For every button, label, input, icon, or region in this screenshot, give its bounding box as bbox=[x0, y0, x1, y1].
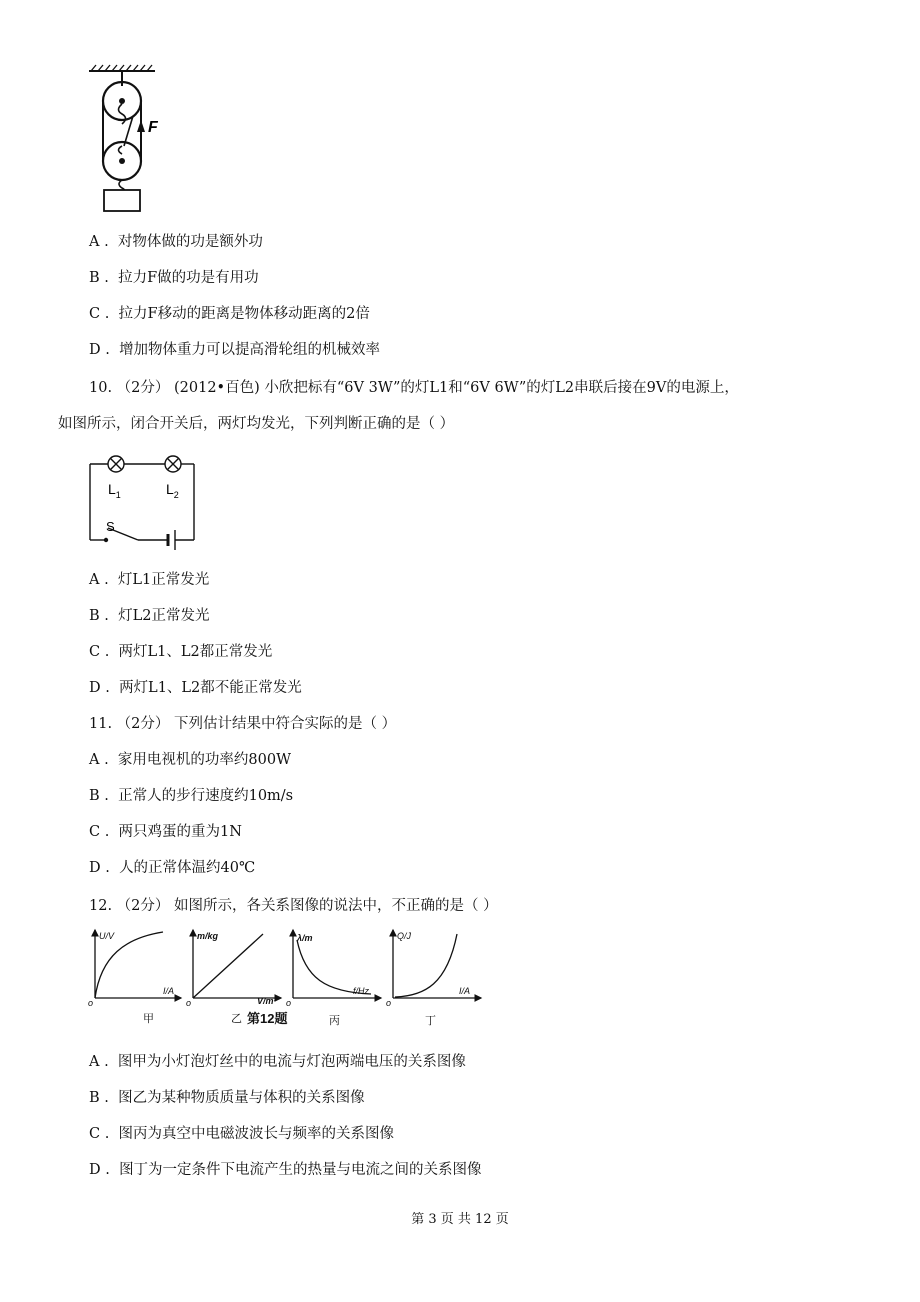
q9-option-c[interactable]: C . 拉力F移动的距离是物体移动距离的2倍 bbox=[89, 306, 370, 322]
force-label: F bbox=[148, 119, 158, 136]
lamp1-label: $L_1$ bbox=[108, 481, 121, 500]
lamp2-label: $L_2$ bbox=[166, 481, 179, 500]
graph-ding-origin: o bbox=[386, 998, 392, 1008]
page-footer: 第 3 页 共 12 页 bbox=[411, 1212, 509, 1227]
q10-option-b[interactable]: B . 灯L2正常发光 bbox=[89, 608, 210, 624]
graph-yi-xlabel: V/m³ bbox=[257, 996, 277, 1006]
q10-option-c[interactable]: C . 两灯L1、L2都正常发光 bbox=[89, 644, 273, 660]
q11-option-d[interactable]: D . 人的正常体温约40℃ bbox=[89, 860, 256, 876]
switch-label: S bbox=[106, 519, 115, 534]
q12-option-c[interactable]: C . 图丙为真空中电磁波波长与频率的关系图像 bbox=[89, 1126, 395, 1142]
graph-caption: 第12题 bbox=[247, 1011, 288, 1026]
graph-bing-origin: o bbox=[286, 998, 292, 1008]
graph-yi-ylabel: m/kg bbox=[197, 931, 219, 941]
q10-option-a[interactable]: A . 灯L1正常发光 bbox=[89, 572, 210, 588]
circuit-figure bbox=[78, 448, 208, 558]
q12-stem: 12. （2分） 如图所示，各关系图像的说法中，不正确的是（ ） bbox=[89, 898, 498, 914]
graph-yi-origin: o bbox=[186, 998, 192, 1008]
graph-ding-xlabel: I/A bbox=[459, 986, 471, 996]
graph-bing-ylabel: λ/m bbox=[297, 933, 313, 943]
q11-option-c[interactable]: C . 两只鸡蛋的重为1N bbox=[89, 824, 242, 840]
q10-stem-line2: 如图所示，闭合开关后，两灯均发光，下列判断正确的是（ ） bbox=[58, 416, 455, 432]
q9-option-a[interactable]: A . 对物体做的功是额外功 bbox=[89, 234, 263, 250]
graph-bing-xlabel: f/Hz bbox=[353, 986, 370, 996]
q11-option-a[interactable]: A . 家用电视机的功率约800W bbox=[89, 752, 292, 768]
q12-option-a[interactable]: A . 图甲为小灯泡灯丝中的电流与灯泡两端电压的关系图像 bbox=[89, 1054, 466, 1070]
q10-option-d[interactable]: D . 两灯L1、L2都不能正常发光 bbox=[89, 680, 302, 696]
q12-option-b[interactable]: B . 图乙为某种物质质量与体积的关系图像 bbox=[89, 1090, 365, 1106]
graph-ding-name: 丁 bbox=[425, 1015, 436, 1026]
q9-option-b[interactable]: B . 拉力F做的功是有用功 bbox=[89, 270, 259, 286]
graph-yi-name: 乙 bbox=[231, 1013, 242, 1025]
q10-stem-line1: 10. （2分） (2012•百色) 小欣把标有“6V 3W”的灯L1和“6V 6W”的灯L2串联后接在9V的电源上， bbox=[89, 380, 739, 396]
graph-jia-xlabel: I/A bbox=[163, 986, 175, 996]
q11-stem: 11. （2分） 下列估计结果中符合实际的是（ ） bbox=[89, 716, 397, 732]
q11-option-b[interactable]: B . 正常人的步行速度约10m/s bbox=[89, 788, 294, 804]
relation-graphs-figure bbox=[85, 926, 485, 1026]
graph-bing-name: 丙 bbox=[329, 1015, 340, 1026]
graph-jia-origin: o bbox=[88, 998, 94, 1008]
graph-jia-name: 甲 bbox=[143, 1013, 154, 1025]
q9-option-d[interactable]: D . 增加物体重力可以提高滑轮组的机械效率 bbox=[89, 342, 381, 358]
graph-jia-ylabel: U/V bbox=[99, 931, 115, 941]
q12-option-d[interactable]: D . 图丁为一定条件下电流产生的热量与电流之间的关系图像 bbox=[89, 1162, 482, 1178]
graph-ding-ylabel: Q/J bbox=[397, 931, 412, 941]
pulley-figure bbox=[85, 62, 165, 217]
